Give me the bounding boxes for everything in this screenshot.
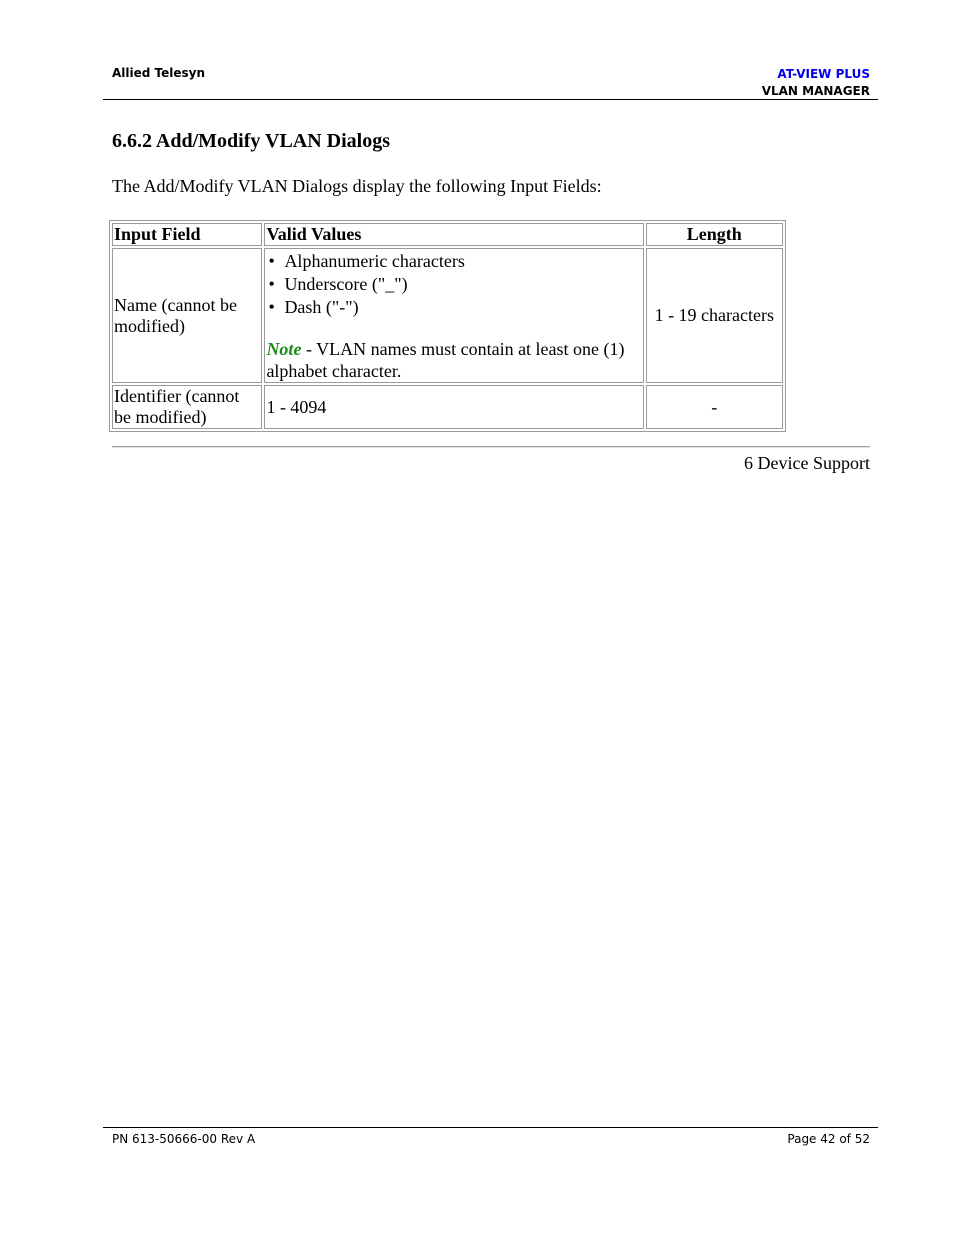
cell-input-field: Name (cannot be modified): [112, 248, 262, 383]
col-header-valid-values: Valid Values: [264, 223, 643, 246]
footer-divider: [103, 1127, 878, 1128]
list-item: • Dash ("-"): [266, 296, 641, 319]
footer-page-number: Page 42 of 52: [787, 1132, 870, 1146]
table-row: [112, 385, 783, 429]
header-product: AT-VIEW PLUS: [777, 67, 870, 81]
list-item: • Underscore ("_"): [266, 273, 641, 296]
vlan-name-note: [266, 338, 641, 382]
section-title: 6.6.2 Add/Modify VLAN Dialogs: [112, 130, 391, 152]
note-text: - VLAN names must contain at least one (1) alphabet character.: [266, 339, 625, 381]
input-fields-table: [109, 220, 786, 432]
header-company: Allied Telesyn: [112, 66, 206, 80]
header-module: VLAN MANAGER: [761, 84, 870, 98]
cell-input-field: Identifier (cannot be modified): [112, 385, 262, 429]
chapter-link[interactable]: 6 Device Support: [744, 453, 870, 473]
note-label: Note: [266, 339, 302, 359]
valid-values-list: [266, 250, 641, 319]
cell-valid-values: 1 - 4094: [264, 385, 643, 429]
footer-part-number: PN 613-50666-00 Rev A: [112, 1132, 256, 1146]
header-divider: [103, 99, 878, 100]
col-header-length: Length: [646, 223, 783, 246]
cell-valid-values: [264, 248, 643, 383]
section-intro: The Add/Modify VLAN Dialogs display the following Input Fields:: [112, 176, 602, 196]
cell-length: 1 - 19 characters: [646, 248, 783, 383]
list-item: • Alphanumeric characters: [266, 250, 641, 273]
section-divider: [112, 446, 870, 448]
header-title-block: [762, 66, 870, 100]
col-header-input-field: Input Field: [112, 223, 262, 246]
table-header-row: [112, 223, 783, 246]
table-row: [112, 248, 783, 383]
cell-length: -: [646, 385, 783, 429]
